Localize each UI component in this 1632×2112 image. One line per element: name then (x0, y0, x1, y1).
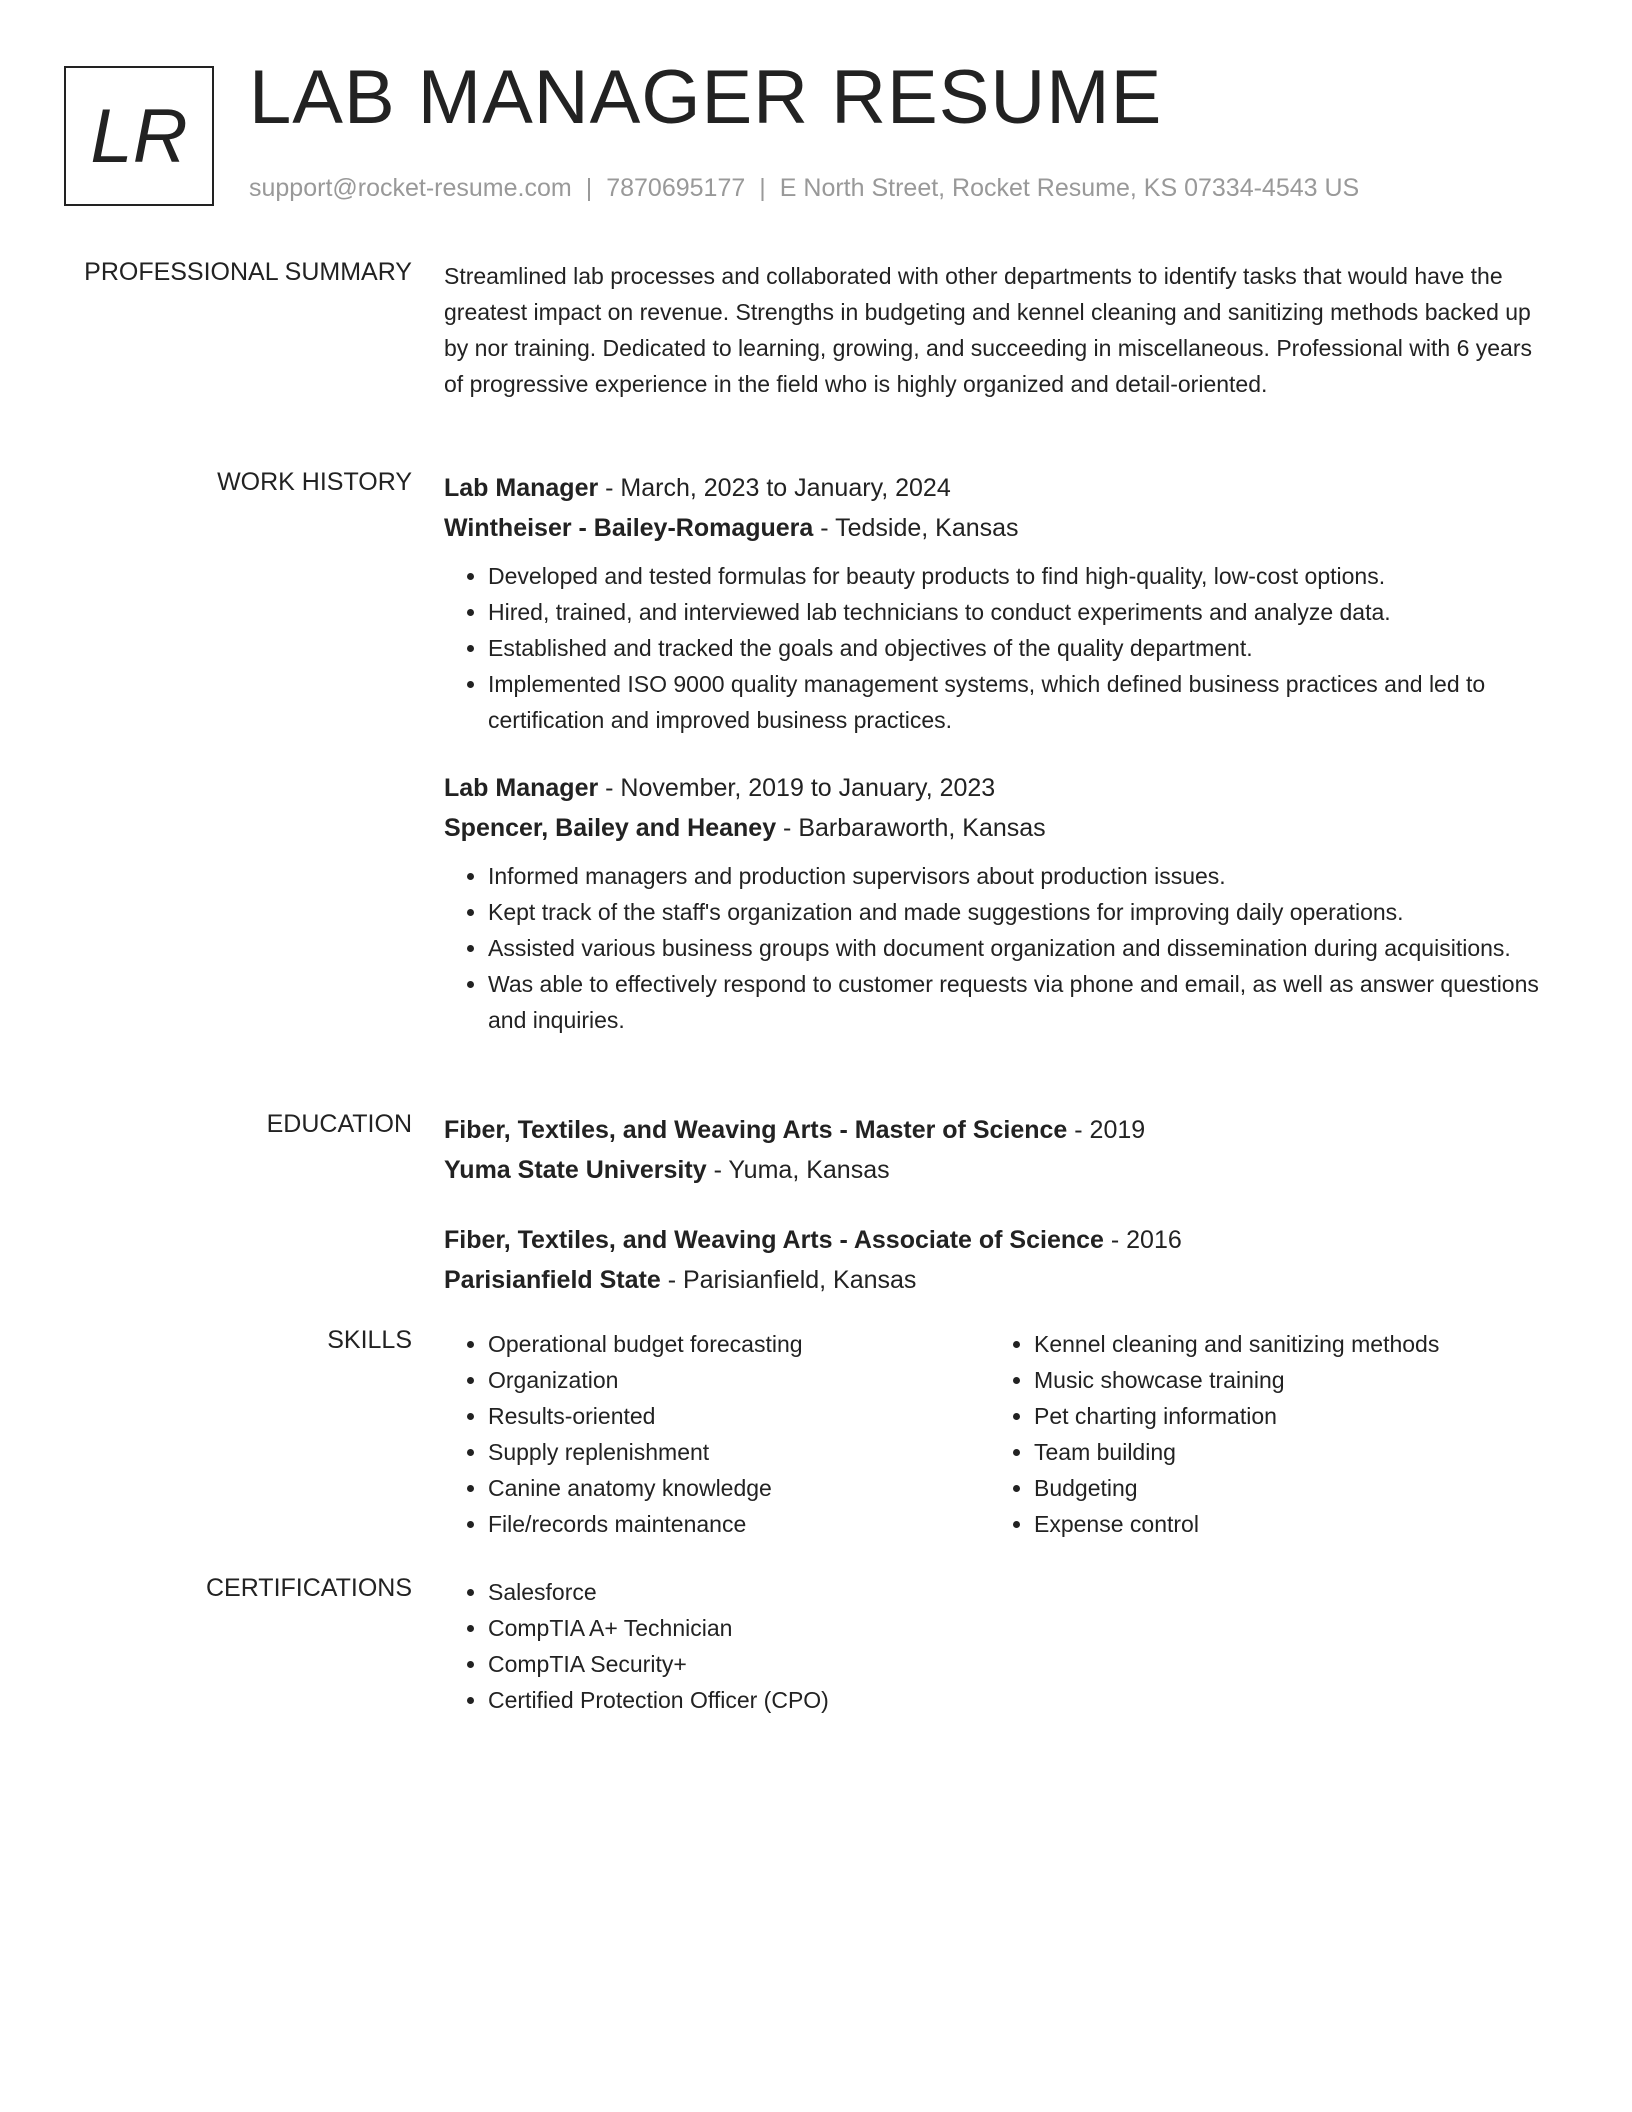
list-item: • Certified Protection Officer (CPO) (488, 1682, 990, 1718)
contact-email[interactable]: support@rocket-resume.com (249, 174, 572, 202)
contact-separator: | (759, 174, 766, 202)
job-entry (444, 768, 1550, 1038)
job-title-line (444, 768, 1550, 808)
work-history-body (444, 468, 1550, 1068)
school-location: - Yuma, Kansas (706, 1156, 890, 1184)
summary-text: Streamlined lab processes and collaborated with other departments to identify tasks that would have the greatest impact on revenue. Strengths in budgeting and kennel cleaning and sanitizing methods backed up by nor training. Dedicated to learning, growing, and succeeding in miscellaneous. Professional with 6 years of progressive experience in the field who is highly organized and detail-oriented. (444, 263, 1532, 397)
monogram-logo: LR (64, 66, 214, 206)
resume-title: LAB MANAGER RESUME (249, 55, 1163, 140)
job-company-line (444, 508, 1550, 548)
school-line (444, 1260, 1550, 1300)
degree-year: - 2019 (1067, 1116, 1146, 1144)
skills-list-left (444, 1326, 990, 1542)
section-label-education: EDUCATION (266, 1110, 412, 1138)
list-item: • Established and tracked the goals and objectives of the quality department. (488, 630, 1550, 666)
job-bullets (444, 558, 1550, 738)
job-dates: - March, 2023 to January, 2024 (598, 474, 951, 502)
degree-line (444, 1220, 1550, 1260)
school-line (444, 1150, 1550, 1190)
list-item: • Salesforce (488, 1574, 990, 1610)
list-item: • CompTIA Security+ (488, 1646, 990, 1682)
list-item: • Pet charting information (1034, 1398, 1536, 1434)
section-label-skills: SKILLS (327, 1326, 412, 1354)
list-item: • Team building (1034, 1434, 1536, 1470)
contact-line (249, 174, 1359, 203)
summary-body (444, 258, 1550, 402)
certifications-body (444, 1574, 1550, 1718)
section-label-certifications: CERTIFICATIONS (205, 1574, 412, 1602)
job-company: Spencer, Bailey and Heaney (444, 814, 777, 842)
list-item: • Operational budget forecasting (488, 1326, 990, 1362)
degree: Fiber, Textiles, and Weaving Arts - Associate of Science (444, 1226, 1104, 1254)
certifications-columns (444, 1574, 1550, 1718)
job-location: - Tedside, Kansas (813, 514, 1019, 542)
list-item: • Expense control (1034, 1506, 1536, 1542)
contact-separator: | (585, 174, 593, 202)
list-item: • Kept track of the staff's organization and made suggestions for improving daily operations. (488, 894, 1550, 930)
school: Parisianfield State (444, 1266, 661, 1294)
list-item: • Results-oriented (488, 1398, 990, 1434)
contact-address: E North Street, Rocket Resume, KS 07334-4543 US (779, 174, 1360, 202)
list-item: • Was able to effectively respond to customer requests via phone and email, as well as answer questions and inquiries. (488, 966, 1550, 1038)
skills-columns (444, 1326, 1550, 1542)
job-entry (444, 468, 1550, 738)
degree-line (444, 1110, 1550, 1150)
skills-list-right (990, 1326, 1536, 1542)
school-location: - Parisianfield, Kansas (660, 1266, 917, 1294)
list-item: • Supply replenishment (488, 1434, 990, 1470)
job-title: Lab Manager (444, 474, 599, 502)
certifications-list (444, 1574, 990, 1718)
degree-year: - 2016 (1103, 1226, 1182, 1254)
job-bullets (444, 858, 1550, 1038)
job-dates: - November, 2019 to January, 2023 (598, 774, 996, 802)
list-item: • Kennel cleaning and sanitizing methods (1034, 1326, 1536, 1362)
list-item: • Implemented ISO 9000 quality management systems, which defined business practices and led to certification and improved business practices. (488, 666, 1550, 738)
education-entry (444, 1110, 1550, 1190)
list-item: • Music showcase training (1034, 1362, 1536, 1398)
list-item: • Canine anatomy knowledge (488, 1470, 990, 1506)
section-label-work-history: WORK HISTORY (217, 468, 412, 496)
list-item: • Hired, trained, and interviewed lab technicians to conduct experiments and analyze data. (488, 594, 1550, 630)
list-item: • Developed and tested formulas for beauty products to find high-quality, low-cost options. (488, 558, 1550, 594)
job-title-line (444, 468, 1550, 508)
school: Yuma State University (444, 1156, 707, 1184)
list-item: • File/records maintenance (488, 1506, 990, 1542)
list-item: • Informed managers and production supervisors about production issues. (488, 858, 1550, 894)
job-company: Wintheiser - Bailey-Romaguera (444, 514, 814, 542)
contact-phone[interactable]: 7870695177 (606, 174, 746, 202)
education-body (444, 1110, 1550, 1330)
list-item: • Assisted various business groups with document organization and dissemination during acquisitions. (488, 930, 1550, 966)
job-title: Lab Manager (444, 774, 599, 802)
list-item: • CompTIA A+ Technician (488, 1610, 990, 1646)
list-item: • Budgeting (1034, 1470, 1536, 1506)
section-label-summary: PROFESSIONAL SUMMARY (84, 258, 412, 286)
education-entry (444, 1220, 1550, 1300)
job-location: - Barbaraworth, Kansas (776, 814, 1046, 842)
degree: Fiber, Textiles, and Weaving Arts - Master of Science (444, 1116, 1068, 1144)
job-company-line (444, 808, 1550, 848)
list-item: • Organization (488, 1362, 990, 1398)
skills-body (444, 1326, 1550, 1542)
